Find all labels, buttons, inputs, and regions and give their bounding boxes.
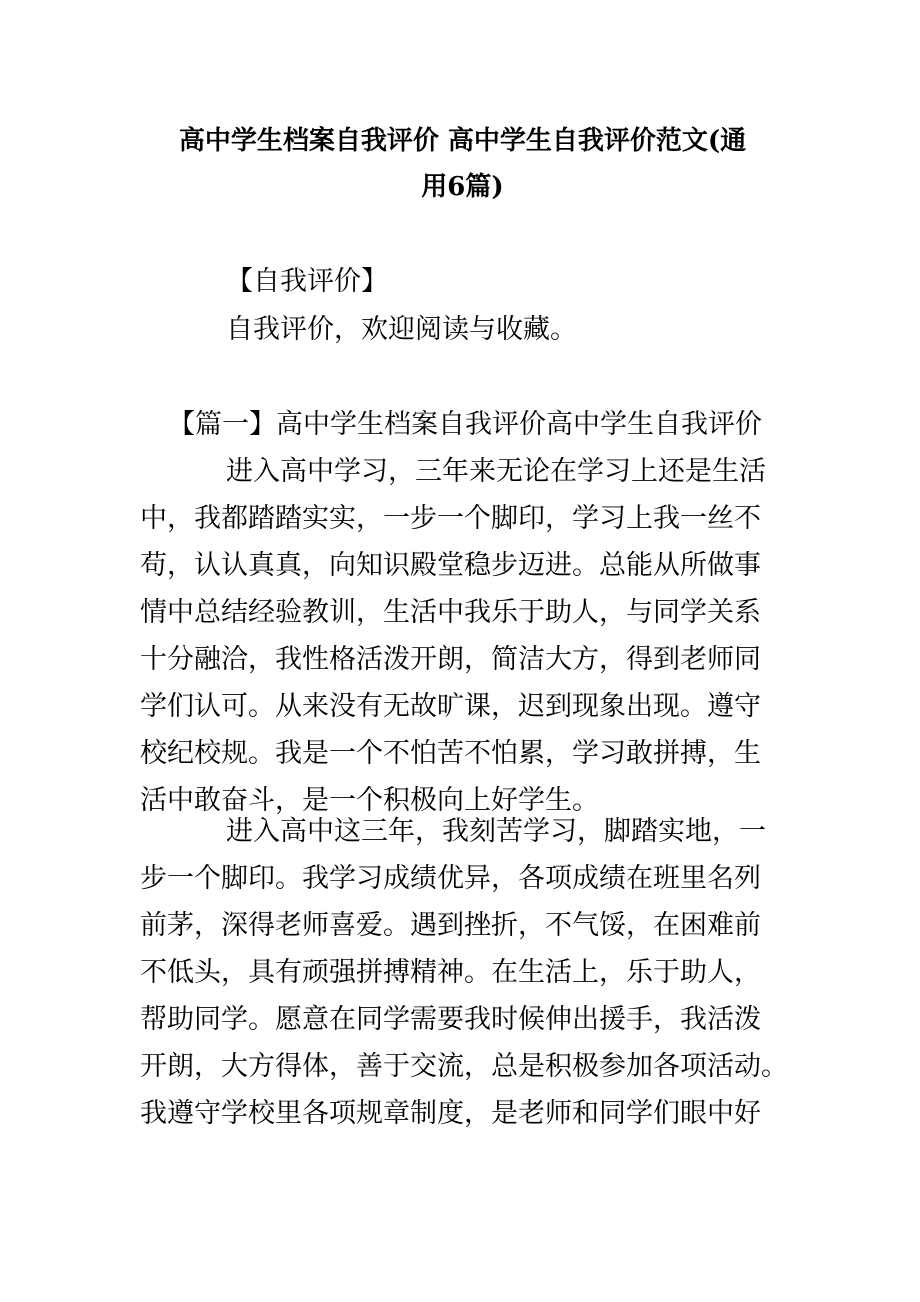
paragraph-2 [140,808,788,1137]
paragraph-line: 中，我都踏踏实实，一步一个脚印，学习上我一丝不 [140,503,761,534]
paragraph-line: 进入高中学习，三年来无论在学习上还是生活 [226,456,766,487]
title-line-1: 高中学生档案自我评价 高中学生自我评价范文(通 [178,126,747,156]
title-line-2: 用6篇) [421,172,504,202]
paragraph-line: 情中总结经验教训，生活中我乐于助人，与同学关系 [140,597,761,628]
paragraph-line: 不低头，具有顽强拼搏精神。在生活上，乐于助人， [140,957,761,988]
paragraph-line: 帮助同学。愿意在同学需要我时候伸出援手，我活泼 [140,1004,761,1035]
article-heading: 【篇一】高中学生档案自我评价高中学生自我评价 [168,409,762,440]
paragraph-line: 学们认可。从来没有无故旷课，迟到现象出现。遵守 [140,691,761,722]
paragraph-line: 苟，认认真真，向知识殿堂稳步迈进。总能从所做事 [140,550,761,581]
paragraph-line: 活中敢奋斗，是一个积极向上好学生。 [140,785,599,816]
paragraph-line: 我遵守学校里各项规章制度，是老师和同学们眼中好 [140,1098,761,1129]
paragraph-line: 前茅，深得老师喜爱。遇到挫折，不气馁，在困难前 [140,910,761,941]
paragraph-1 [140,448,785,824]
paragraph-line: 进入高中这三年，我刻苦学习，脚踏实地，一 [226,816,766,847]
paragraph-line: 开朗，大方得体，善于交流，总是积极参加各项活动。 [140,1051,788,1082]
document-title [140,118,785,210]
self-evaluation-tag: 【自我评价】 [226,266,388,297]
paragraph-line: 十分融洽，我性格活泼开朗，简洁大方，得到老师同 [140,644,761,675]
paragraph-line: 步一个脚印。我学习成绩优异，各项成绩在班里名列 [140,863,761,894]
paragraph-line: 校纪校规。我是一个不怕苦不怕累，学习敢拼搏，生 [140,738,761,769]
intro-line: 自我评价，欢迎阅读与收藏。 [226,314,577,345]
